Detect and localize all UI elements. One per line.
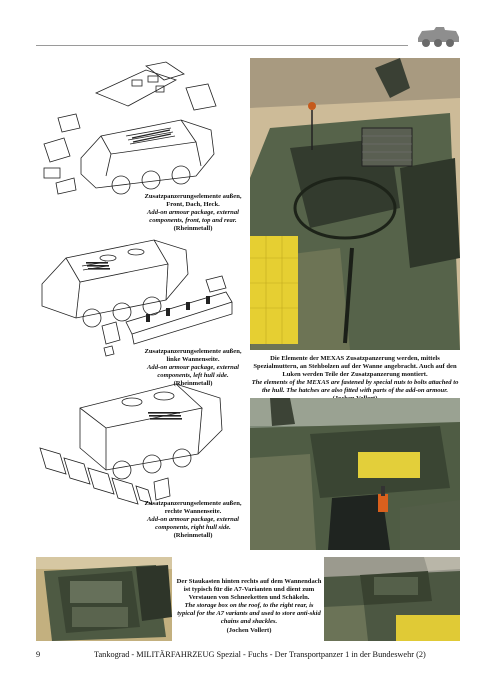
photo-hull-roof-rear (250, 398, 460, 550)
photo-storage-box (36, 557, 172, 641)
header-rule (36, 45, 408, 46)
drawing-front-top-rear (36, 58, 246, 198)
photo-roof-box-closeup (324, 557, 460, 641)
caption-drawing-3 (140, 500, 246, 540)
caption-photo-bottom (176, 578, 322, 635)
caption-de: Die Elemente der MEXAS Zusatzpanzerung werden, mittels Spezialmuttern, an Stehbolzen auf der Wanne angebracht. Auch auf den Luken werden Teile der Zusatzpanzerung montiert. (253, 355, 457, 379)
caption-de: Zusatzpanzerungselemente außen, linke Wannenseite. (144, 348, 242, 364)
caption-en: Add-on armour package, external components, front, top and rear. (147, 209, 239, 225)
caption-photo-top (250, 355, 460, 404)
caption-en: The storage box on the roof, to the right rear, is typical for the A7 variants and used to store anti-skid chains and shackles. (177, 602, 321, 626)
vehicle-silhouette-icon (414, 24, 462, 50)
caption-en: The elements of the MEXAS are fastened by special nuts to bolts attached to the hull. The hatches are also fitted with parts of the add-on armour. (251, 379, 459, 395)
drawing-right-hull-side (36, 378, 246, 518)
caption-en: Add-on armour package, external components, left hull side. (147, 364, 239, 380)
running-title: Tankograd - MILITÄRFAHRZEUG Spezial - Fuchs - Der Transportpanzer 1 in der Bundeswehr (2) (94, 650, 426, 659)
caption-credit: (Rheinmetall) (173, 532, 213, 540)
caption-de: Der Staukasten hinten rechts auf dem Wannendach ist typisch für die A7-Varianten und dient zum Verstauen von Schneeketten und Schäkeln. (176, 578, 322, 602)
caption-credit: (Rheinmetall) (173, 380, 213, 388)
page-number: 9 (36, 650, 41, 659)
caption-de: Zusatzpanzerungselemente außen, Front, Dach, Heck. (144, 193, 242, 209)
photo-hull-roof-top (250, 58, 460, 350)
caption-en: Add-on armour package, external components, right hull side. (147, 516, 239, 532)
caption-credit: (Rheinmetall) (173, 225, 213, 233)
caption-de: Zusatzpanzerungselemente außen, rechte Wannenseite. (144, 500, 242, 516)
drawing-left-hull-side (36, 222, 246, 362)
caption-credit: (Jochen Vollert) (226, 626, 272, 634)
